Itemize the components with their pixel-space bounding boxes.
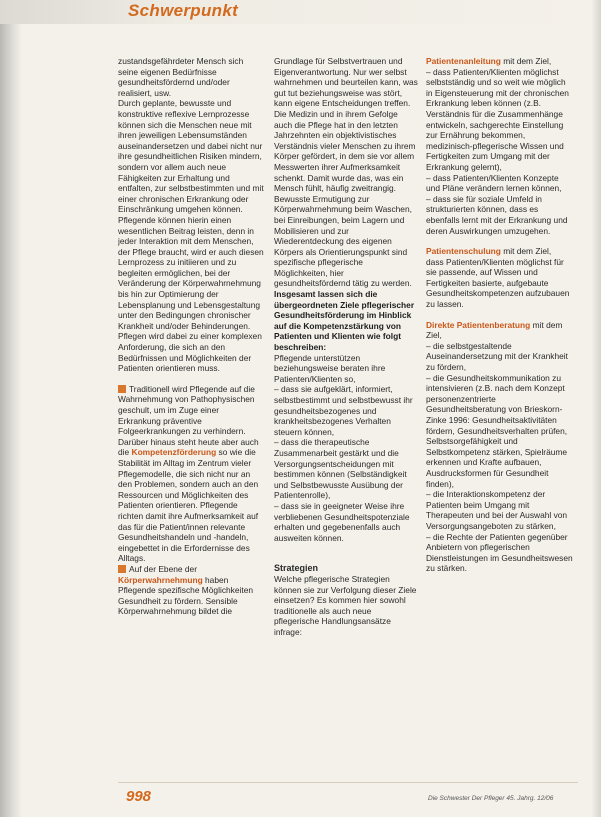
list-item: – dass sie in geeigneter Weise ihre verbliebenen Gesundheitspotenziale erhalten und gegebenenfalls auch ausweiten können.	[274, 500, 410, 543]
list-item: – die Rechte der Patienten gegenüber Anbietern von pflegerischen Dienstleistungen im Gesundheitswesen zu stärken.	[426, 531, 573, 574]
paragraph: Durch geplante, bewusste und konstruktive reflexive Lernprozesse können sich die Menschen neue mit ihren jeweiligen Lebensumständen auseinandersetzen und dabei nicht nur ihre gesundheitlichen Risiken mindern, sondern vor allem auch neue Fähigkeiten zur Erhaltung und entfalten, zur selbstbestimmten und mit einer chronischen Erkrankung oder Einschränkung umgehen können.	[118, 98, 264, 215]
strategy-heading	[426, 56, 574, 67]
orange-square-bullet-icon	[118, 565, 126, 573]
paragraph: Pflegende unterstützen beziehungsweise beraten ihre Patienten/Klienten so,	[274, 352, 386, 384]
strategy-heading-rest: mit dem Ziel,	[426, 319, 563, 341]
page-binding-shadow	[0, 0, 22, 817]
paragraph-text: Traditionell wird Pflegende auf die Wahrnehmung von Pathophysischen geschult, um im Zuge einer Erkrankung präventive Folgeerkrankungen zu verhindern. Darüber hinaus steht heute aber auch die	[118, 383, 259, 458]
page-number: 998	[126, 788, 152, 805]
list-item: – dass Patienten/Klienten möglichst selbstständig und so weit wie möglich in Eigensteuerung mit der chronischen Erkrankung leben können (z.B. Verständnis für die Zusammenhänge entwickeln, sachgerechte Einstellung zur Ernährung bekommen, medizinisch-pflegerische Wissen und Fertigkeiten zum Umgang mit der Erkrankung gelernt),	[426, 66, 569, 172]
paragraph-text: so wie die Stabilität im Alltag im Zentrum vieler Pflegemodelle, die sich nicht nur an den Problemen, sondern auch an den Ressourcen und Möglichkeiten des Patienten orientieren. Pflegende richten damit ihre Aufmerksamkeit auf das für die Patient/innen relevante Gesundheitshandeln und -handeln, eingebettet in die Erfordernisse des Alltags.	[118, 447, 259, 564]
list-item: – die Gesundheitskommunikation zu intensivieren (z.B. nach dem Konzept personenzentrierte Gesundheitsberatung von Brieskorn-Zinke 1996: Gesundheitsaktivitäten fördern, Gesundheitsverhalten prüfen, Selbstsorgefähigkeit und Selbstkompetenz stärken, Spielräume erkennen und Krafte aufbauen, Ausdrucksformen für Gesundheit finden),	[426, 372, 568, 489]
section-title: Schwerpunkt	[128, 1, 239, 20]
list-item: – dass sie aufgeklärt, informiert, selbstbestimmt und selbstbewusst ihr gesundheitsbezogenes und krankheitsbezogenes Verhalten steuern können,	[274, 384, 413, 437]
strategy-heading	[426, 320, 574, 341]
bold-paragraph: Insgesamt lassen sich die übergeordneten Ziele pflegerischer Gesundheitsförderung im Hinblick auf die Kompetenzstärkung von Patienten und Klienten wie folgt beschreiben:	[274, 289, 415, 353]
header-band	[0, 0, 601, 24]
paragraph-text: haben Pflegende spezifische Möglichkeiten Gesundheit zu fördern. Sensible Körperwahrnehmung bildet die	[118, 574, 254, 617]
list-item: – dass Patienten/Klienten Konzepte und Pläne verändern lernen können,	[426, 172, 562, 194]
paragraph: Grundlage für Selbstvertrauen und Eigenverantwortung. Nur wer selbst wahrnehmen und beurteilen kann, was gut tut beziehungsweise was stört, kann eigene Entscheidungen treffen.	[274, 56, 418, 109]
list-item: – die selbstgestaltende Auseinandersetzung mit der Krankheit zu fördern,	[426, 340, 568, 373]
list-item: – dass die therapeutische Zusammenarbeit gestärkt und die Versorgungsentscheidungen mit bestimmen können (Selbständigkeit und Selbstbewusste Ausübung der Patientenrolle),	[274, 437, 407, 501]
text-column-3	[426, 56, 574, 772]
orange-square-bullet-icon	[118, 385, 126, 393]
text-column-2	[274, 56, 418, 772]
strategy-heading	[426, 246, 574, 257]
text-column-1	[118, 56, 264, 772]
paragraph: Pflegende können hierin einen wesentlichen Beitrag leisten, denn in jeder Interaktion mit dem Menschen, der Pflege braucht, wird er auch diesen Lernprozess zu initiieren und zu begleiten ermöglichen, bei der Veränderung der Körperwahrnehmung bis hin zur Optimierung der Lebensplanung und Lebensgestaltung unter den Bedingungen chronischer Krankheit und/oder Behinderungen. Pflegen wird dabei zu einer komplexen Anforderung, die sich an den Bedürfnissen und Möglichkeiten der Patienten orientieren muss.	[118, 214, 264, 374]
paragraph: Die Medizin und in ihrem Gefolge auch die Pflege hat in den letzten Jahrzehnten ein objektivistisches Verständnis vieler Menschen zu ihrem Körper gefördert, in dem sie vor allem Messwerten ihrer Aufmerksamkeit schenkt. Damit wurde das, was ein Mensch fühlt, häufig zweitrangig. Bewusste Ermutigung zur Körperwahrnehmung beim Waschen, bei Einreibungen, beim Lagern und Mobilisieren und zur Wiederentdeckung des eigenen Körpers als Orientierungspunkt sind spezifische pflegerische Möglichkeiten, hier gesundheitsfördernd tätig zu werden.	[274, 108, 416, 289]
highlight-term: Kompetenzförderung	[131, 447, 217, 458]
footer-rule	[118, 782, 578, 783]
journal-reference: Die Schwester Der Pfleger 45. Jahrg. 12/06	[428, 795, 554, 802]
strategy-term: Patientenschulung	[426, 246, 501, 257]
paragraph: Welche pflegerische Strategien können sie zur Verfolgung dieser Ziele einsetzen? Es kommen hier sowohl traditionelle als auch neue pflegerische Handlungsansätze infrage:	[274, 573, 417, 637]
highlight-term: Körperwahrnehmung	[118, 574, 203, 585]
strategy-term: Patientenanleitung	[426, 56, 501, 66]
strategy-heading-rest: mit dem Ziel,	[500, 56, 552, 66]
paragraph-text: Auf der Ebene der	[129, 563, 197, 574]
strategy-heading-rest: mit dem Ziel,	[500, 246, 552, 257]
paragraph-traditional	[118, 384, 264, 564]
page-edge-shadow	[591, 0, 601, 817]
paragraph-body-perception	[118, 564, 264, 617]
strategy-term: Direkte Patientenberatung	[426, 319, 531, 330]
list-item: – die Interaktionskompetenz der Patienten beim Umgang mit Therapeuten und bei der Auswahl von Versorgungsangeboten zu stärken,	[426, 489, 568, 531]
list-item: – dass sie für soziale Umfeld in strukturierten können, dass es ebenfalls lernt mit der Erkrankung und deren Auswirkungen umzugehen.	[426, 193, 568, 236]
paragraph: zustandsgefährdeter Mensch sich seine eigenen Bedürfnisse gesundheitsfördernd und/oder realisiert, usw.	[118, 56, 244, 98]
paragraph: dass Patienten/Klienten möglichst für sie passende, auf Wissen und Fertigkeiten basierte, aufgebaute Gesundheitskompetenzen aufzubauen zu lassen.	[426, 256, 570, 310]
subheading-strategies: Strategien	[274, 563, 319, 574]
